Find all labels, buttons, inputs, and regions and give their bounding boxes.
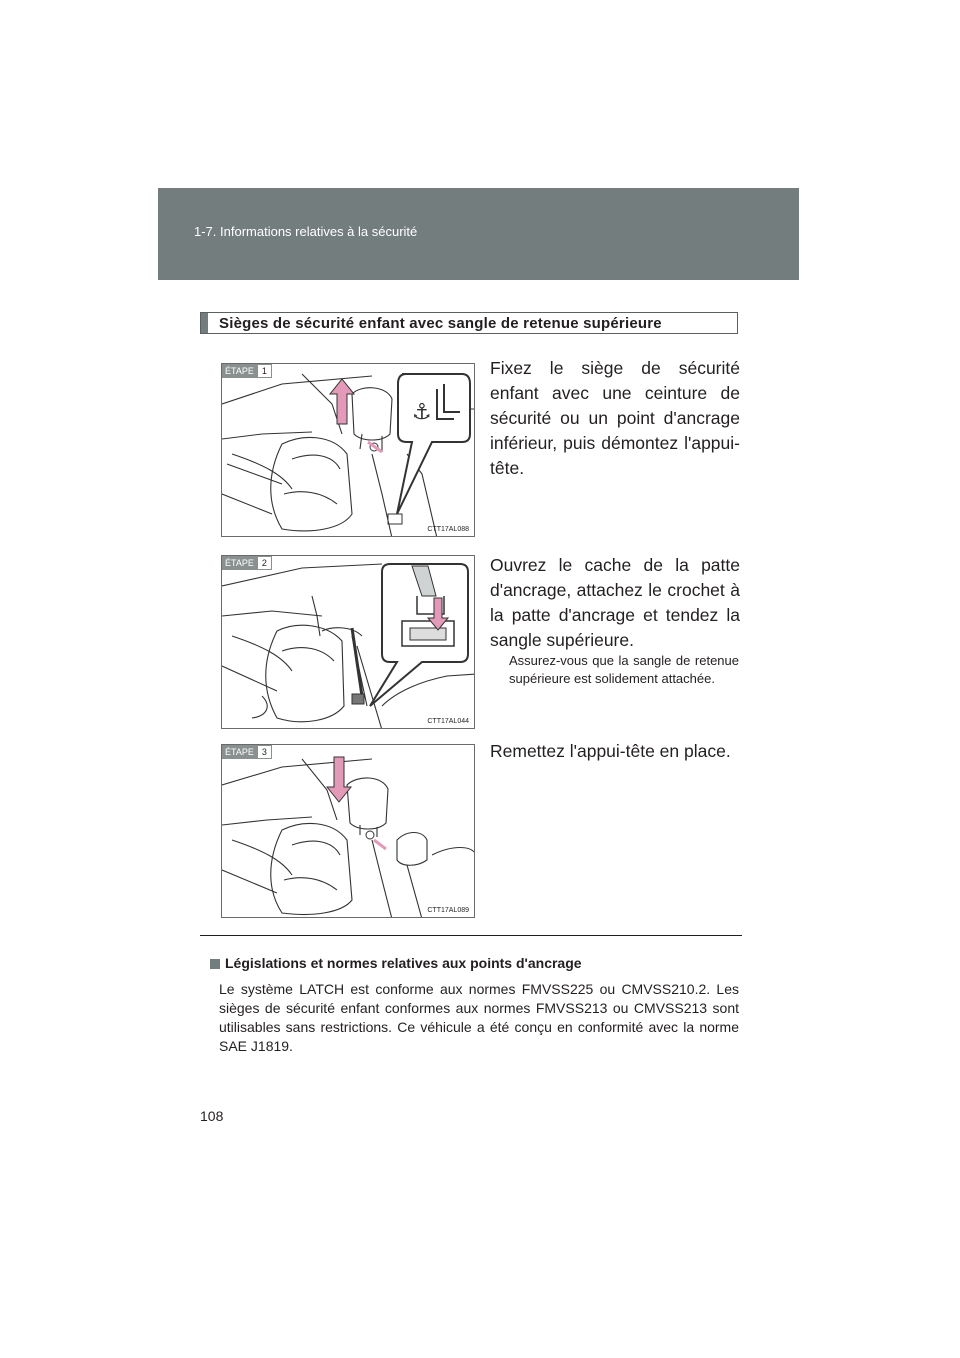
step-2-note: Assurez-vous que la sangle de retenue supérieure est solidement attachée. [509, 653, 739, 686]
square-bullet-icon [210, 959, 220, 969]
step-3-text: Remettez l'appui-tête en place. [490, 741, 731, 761]
chapter-heading: 1-7. Informations relatives à la sécurité [194, 224, 418, 239]
svg-text:⚓: ⚓ [412, 400, 432, 425]
step-badge-number: 2 [257, 556, 272, 570]
info-heading-text: Législations et normes relatives aux points d'ancrage [225, 955, 582, 971]
figure-step-1 [221, 363, 475, 537]
divider [200, 935, 742, 936]
info-heading [210, 955, 582, 971]
figure-code: CTT17AL088 [427, 526, 469, 533]
step-badge-label: ÉTAPE [222, 556, 257, 570]
step-badge-3 [222, 745, 272, 759]
section-title-bar [201, 313, 208, 333]
step-badge-2 [222, 556, 272, 570]
step-badge-number: 1 [257, 364, 272, 378]
figure-code: CTT17AL044 [427, 718, 469, 725]
step-badge-number: 3 [257, 745, 272, 759]
section-title: Sièges de sécurité enfant avec sangle de retenue supérieure [219, 315, 662, 332]
page-number: 108 [200, 1108, 224, 1124]
figure-step-3 [221, 744, 475, 918]
step-badge-label: ÉTAPE [222, 364, 257, 378]
step-2-text: Ouvrez le cache de la patte d'ancrage, attachez le crochet à la patte d'ancrage et tendez la sangle supérieure. [490, 555, 740, 650]
header-band [158, 188, 799, 280]
illustration-attach-hook [222, 556, 475, 729]
step-badge-label: ÉTAPE [222, 745, 257, 759]
info-body: Le système LATCH est conforme aux normes FMVSS225 ou CMVSS210.2. Les sièges de sécurité enfant conformes aux normes FMVSS213 ou CMVSS213 sont utilisables sans restrictions. Ce véhicule a été conçu en conformité avec la norme SAE J1819. [219, 981, 739, 1054]
figure-code: CTT17AL089 [427, 907, 469, 914]
illustration-reinstall-headrest [222, 745, 475, 918]
step-badge-1 [222, 364, 272, 378]
step-1-text: Fixez le siège de sécurité enfant avec une ceinture de sécurité ou un point d'ancrage inférieur, puis démontez l'appui-tête. [490, 358, 740, 478]
section-title-box [200, 312, 738, 334]
figure-step-2 [221, 555, 475, 729]
illustration-remove-headrest [222, 364, 475, 537]
